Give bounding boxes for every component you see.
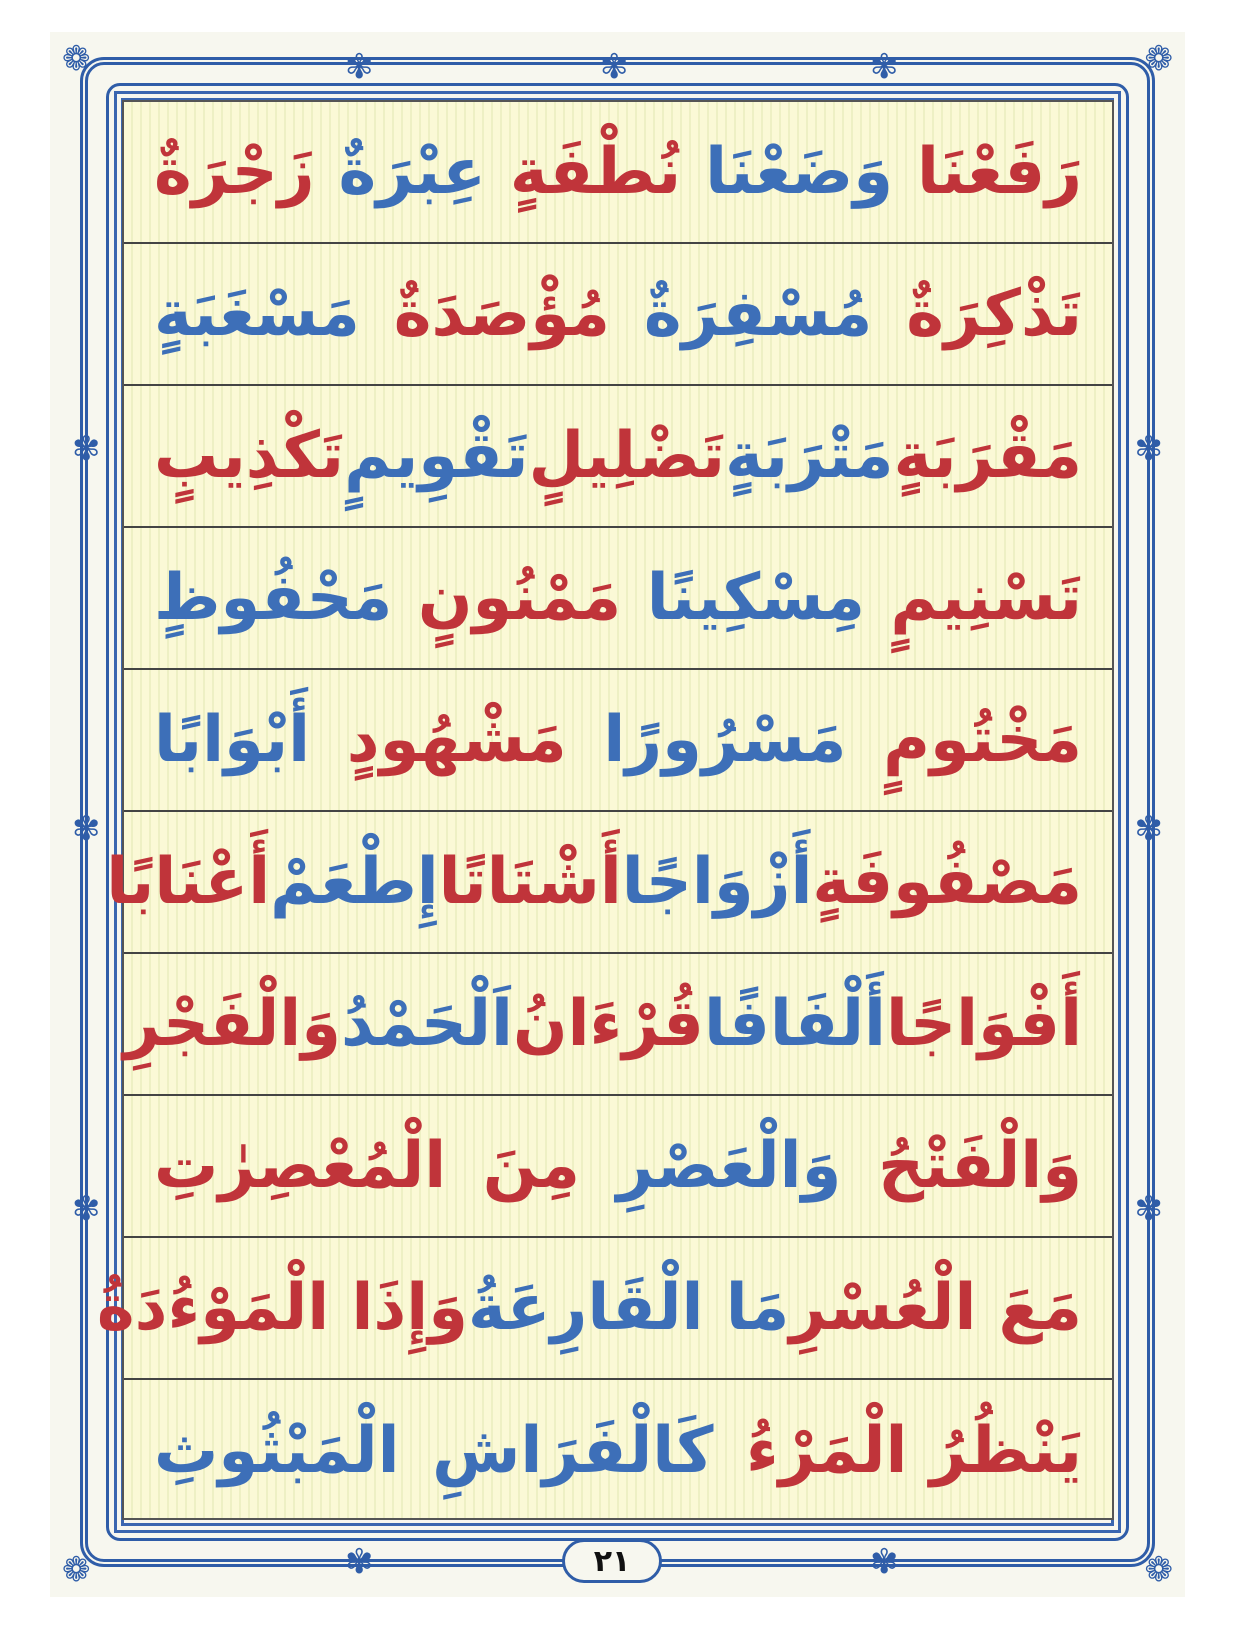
arabic-word: أَفْوَاجًا <box>885 987 1082 1061</box>
arabic-word: تَذْكِرَةٌ <box>906 277 1082 351</box>
word-row <box>124 386 1112 528</box>
floral-knot-icon: ✾ <box>72 809 101 849</box>
arabic-word: تَقْوِيمٍ <box>344 419 529 493</box>
page-number: ٢١ <box>562 1539 662 1583</box>
floral-knot-icon: ✾ <box>1134 809 1163 849</box>
arabic-word: كَالْفَرَاشِ <box>432 1414 714 1488</box>
floral-knot-icon: ✾ <box>1134 429 1163 469</box>
arabic-word: وَإِذَا الْمَوْءُدَةُ <box>96 1271 468 1345</box>
floral-knot-icon: ✾ <box>870 1542 899 1582</box>
arabic-word: يَنْظُرُ الْمَرْءُ <box>746 1414 1082 1488</box>
arabic-word: مَمْنُونٍ <box>417 561 622 635</box>
arabic-word: مَحْفُوظٍ <box>154 561 393 635</box>
arabic-word: وَضَعْنَا <box>705 135 894 209</box>
arabic-word: مِنَ <box>482 1129 580 1203</box>
arabic-word: أَبْوَابًا <box>154 703 311 777</box>
arabic-word: عِبْرَةٌ <box>338 135 486 209</box>
word-grid <box>96 100 1114 1520</box>
word-row <box>124 1096 1112 1238</box>
arabic-word: مُسْفِرَةٌ <box>643 277 873 351</box>
word-row <box>124 528 1112 670</box>
arabic-word: تَضْلِيلٍ <box>528 419 726 493</box>
arabic-word: مَسْغَبَةٍ <box>154 277 360 351</box>
floral-knot-icon: ❁ <box>62 39 91 79</box>
word-row <box>124 954 1112 1096</box>
arabic-word: إِطْعَمْ <box>270 845 439 919</box>
arabic-word: الْمَبْثُوثِ <box>154 1414 400 1488</box>
arabic-word: أَشْتَاتًا <box>438 845 622 919</box>
floral-knot-icon: ✾ <box>345 47 374 87</box>
floral-knot-icon: ❁ <box>1144 39 1173 79</box>
arabic-word: أَعْنَابًا <box>106 845 271 919</box>
floral-knot-icon: ❁ <box>62 1550 91 1590</box>
arabic-word: أَزْوَاجًا <box>621 845 813 919</box>
floral-knot-icon: ✾ <box>345 1542 374 1582</box>
arabic-word: مَصْفُوفَةٍ <box>812 845 1082 919</box>
arabic-word: مُؤْصَدَةٌ <box>393 277 611 351</box>
arabic-word: رَفَعْنَا <box>916 135 1082 209</box>
arabic-word: مَخْتُومٍ <box>883 703 1082 777</box>
word-row <box>124 1380 1112 1522</box>
arabic-word: اَلْحَمْدُ <box>340 987 513 1061</box>
arabic-word: قُرْءَانُ <box>512 987 704 1061</box>
arabic-word: وَالْعَصْرِ <box>616 1129 842 1203</box>
arabic-word: مَا الْقَارِعَةُ <box>467 1271 790 1345</box>
arabic-word: زَجْرَةٌ <box>154 135 315 209</box>
arabic-word: نُطْفَةٍ <box>509 135 682 209</box>
floral-knot-icon: ✾ <box>72 1189 101 1229</box>
word-row <box>124 244 1112 386</box>
floral-knot-icon: ✾ <box>600 47 629 87</box>
arabic-word: مَسْرُورًا <box>603 703 847 777</box>
arabic-word: تَسْنِيمٍ <box>890 561 1082 635</box>
word-row <box>106 812 1112 954</box>
floral-knot-icon: ✾ <box>870 47 899 87</box>
word-row <box>124 670 1112 812</box>
arabic-word: مَتْرَبَةٍ <box>725 419 894 493</box>
arabic-word: مَعَ الْعُسْرِ <box>789 1271 1082 1345</box>
floral-knot-icon: ❁ <box>1144 1550 1173 1590</box>
arabic-word: أَلْفَافًا <box>703 987 886 1061</box>
word-row <box>124 102 1112 244</box>
arabic-word: مَشْهُودٍ <box>346 703 567 777</box>
word-row <box>96 1238 1112 1380</box>
floral-knot-icon: ✾ <box>1134 1189 1163 1229</box>
arabic-word: وَالْفَتْحُ <box>877 1129 1082 1203</box>
arabic-word: مَقْرَبَةٍ <box>893 419 1082 493</box>
arabic-word: مِسْكِينًا <box>646 561 865 635</box>
floral-knot-icon: ✾ <box>72 429 101 469</box>
book-page <box>50 32 1185 1597</box>
arabic-word: الْمُعْصِرٰتِ <box>154 1129 447 1203</box>
arabic-word: تَكْذِيبٍ <box>154 419 344 493</box>
arabic-word: وَالْفَجْرِ <box>123 987 341 1061</box>
